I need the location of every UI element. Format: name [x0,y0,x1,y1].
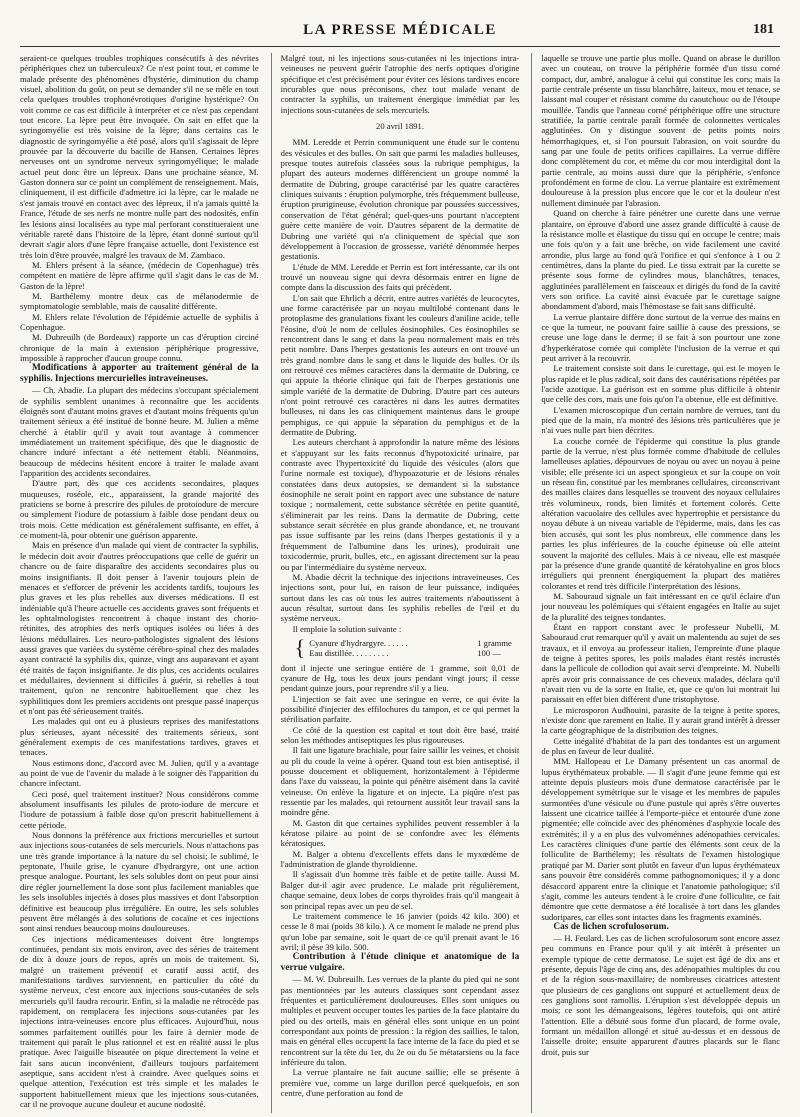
paragraph: M. Sabouraud signale un fait intéressant en ce qu'il éclaire d'un jour nouveau les polémiques qui s'étaient engagées en Italie au sujet de la pluralité des teignes tondantes. [541,590,780,622]
ingredient-name: Cyanure d'hydrargyre. . . . . . [309,637,408,648]
paragraph: Nous estimons donc, d'accord avec M. Julien, qu'il y a avantage au point de vue de l'avenir du malade à le soigner dès l'apparition du chancre infectant. [20,757,259,789]
paragraph: Le microsporon Audhouini, parasite de la teigne à petite spores, n'existe donc que rarement en Italie. Il y aurait grand intérêt à dresser la carte géographique de la distribution des teignes. [541,704,780,736]
paragraph: Malgré tout, ni les injections sous-cutanées ni les injections intra-veineuses ne peuvent guérir l'atrophie des nerfs optiques d'origine spécifique et c'est précisément pour éviter ces lésions tardives encore incurables que nous préconisons, chez tout malade venant de contracter la syphilis, un traitement énergique immédiat par les injections sous-cutanées de sels mercuriels. [280,53,520,115]
paragraph: Nous donnons la préférence aux frictions mercurielles et surtout aux injections sous-cutanées de sels mercuriels. Nous n'attachons pas une très grande importance à la nature du sel choisi; le sublimé, le peptonate, l'huile grise, le cyanure d'hydrargyre, ont une action presque analogue. Pourtant, les sels solubles dont on peut pour ainsi dire régler journellement la dose sont plus facilement maniables que les sels insolubles injectés à doses plus massives et dont l'absorption définitive est beaucoup plus irrégulière. En outre, les sels solubles peuvent être mélangés à des solutions de cocaïne et ces injections sont ainsi rendues beaucoup moins douloureuses. [20,830,259,934]
paragraph: Le traitement commence le 16 janvier (poids 42 kilo. 300) et cesse le 8 mai (poids 38 kilo.). A ce moment le malade ne prend plus qu'un lobe par semaine, soit le quart de ce qu'il prenait avant le 16 avril; il pèse 39 kilo. 500. [280,910,520,952]
paragraph: MM. Hallopeau et Le Damany présentent un cas anormal de lupus érythémateux probable. — Il s'agit d'une jeune femme qui est atteinte depuis plusieurs mois d'une dermatose caractérisée par le développement symétrique sur le visage et les membres de papules surmontées d'une vésicule ou d'une pustule qui après s'être ouvertes laissent une cicatrice taillée à l'emporte-pièce et entourée d'une zone pigmentée; elle coïncide avec des phénomènes d'asphyxie locale des extrémités; il y a en plus des vulvoménnes adénopathies cervicales. Les caractères cliniques d'une partie des éléments sont ceux de la folliculite de Barthélemy; les résultats de l'examen histologique pratiqué par M. Darier sont plutôt en faveur d'un lupus érythémateux sans pouvoir être considérés comme pathognomoniques; il y a donc désaccord apparent entre la clinique et l'anatomie pathologique; s'il s'agit, comme les auteurs tendent à le croire d'une folliculite, ce fait démontre que cette dermatose a été localisée à tort dans les glandes sudoripares, car elles sont intactes dans les fragments examinés. [541,756,780,922]
paragraph: — Ch. Abadie. La plupart des médecins s'occupant spécialement de syphilis semblent unanimes à reconnaître que les accidents éloignés sont d'autant moins graves et d'autant moins fréquents qu'un traitement sérieux a été institué de bonne heure. M. Julien a même cherché à établir qu'il y avait tout avantage à commencer immédiatement un traitement spécifique, dès que le diagnostic de chancre induré infectant a été nettement établi. Néanmoins, beaucoup de médecins hésitent encore à traiter le malade avant l'apparition des accidents secondaires. [20,385,259,479]
paragraph: Mais en présence d'un malade qui vient de contracter la syphilis, le médecin doit avoir d'autres préoccupations que celle de guérir un chancre ou de faire disparaître des accidents secondaires plus ou moins insignifiants. Il doit penser à l'avenir toujours plein de menaces et s'efforcer de prévenir les accidents tardifs, toujours les plus graves et les plus rebelles aux diverses médications. Il est indéniable qu'à l'heure actuelle ces accidents graves sont fréquents et les ophtalmologistes rencontrent à chaque instant des chorio-rétinites, des atrophies des nerfs optiques isolées ou liées à des lésions médullaires. Les neuro-pathologistes signalent des lésions aussi graves que variées du système cérébro-spinal chez des malades ayant contracté la syphilis dix, quinze, vingt ans auparavant et ayant été traités de façon insignifiante. Je dis plus, ces accidents oculaires et médullaires, deviennent si difficiles à guérir, si rebelles à tout traitement, qu'on ne rencontre habituellement que chez les syphilitiques dont les premiers accidents ont presque passé inaperçus et n'ont pas été sérieusement traités. [20,540,259,716]
paragraph: Étant en rapport constant avec le professeur Nubelli, M. Sabouraud crut remarquer qu'il y avait un malentendu au sujet de ses travaux, et il envoya au professeur italien, l'empreinte d'une plaque de teigne à petites spores, les poils malades étant restés incrustés dans la pellicule de collodion qui avait servi d'empreinte. M. Nubelli après avoir pris connaissance de ces cheveux malades, déclara qu'il n'avait rien vu de la sorte en Italie, et, que ce qu'on lui montrait lui paraissait en effet bien différent d'une tristophytose. [541,621,780,705]
page-header [20,16,780,42]
paragraph: M. Gaston dit que certaines syphilides peuvent ressembler à la kératose pilaire au point de se confondre avec les éléments kératosiques. [280,817,520,849]
paragraph: Il s'agissait d'un homme très faible et de petite taille. Aussi M. Balger dut-il agir avec prudence. Le malade prit régulièrement, chaque semaine, deux lobes de corps thyroïdes frais qu'il mangeait à son principal repas avec un peu de sel. [280,869,520,911]
paragraph: — H. Feulard. Les cas de lichen scrofulosorum sont encore assez peu communs en France pour qu'il y ait intérêt à présenter un exemple typique de cette dermatose. Le sujet est âgé de dix ans et présente, depuis l'âge de cinq ans, des adénopathies multiples du cou et de la région sous-maxillaire; de nombreuses cicatrices attestent que plusieurs de ces ganglions ont suppuré et actuellement deux de ces ganglions sont ramollis. L'éruption s'est développée depuis un mois; ce sont les démangeaisons, légères toutefois, qui ont attiré l'attention. Elle a débuté sous forme d'un placard, de forme ovale, formant un médaillon allongé et situé au-dessus et en dessous de l'aisselle droite; ensuite apparurent d'autres placards sur le flanc droit, puis sur [541,932,780,1057]
paragraph: La verrue plantaire diffère donc surtout de la verrue des mains en ce que la tumeur, ne pouvant faire saillie à cause des pressions, se creuse une loge dans le derme; il se fait à son pourtour une zone d'hyperkératose cornée qui complète l'inclusion de la verrue et qui peut arriver à la recouvrir. [541,311,780,363]
column-middle [271,53,520,1113]
column-left [20,53,259,1113]
paragraph: Il fait une ligature brachiale, pour faire saillir les veines, et choisit au pli du coude la veine à opérer. Quand tout est bien antiseptisé, il pousse doucement et obliquement, horizontalement à l'épiderme dans l'axe du vaisseau, la pointe qui pénètre aisément dans la cavité veineuse. On enlève la ligature et on injecte. La piqûre n'est pas ressentie par les malades, qui retournent aussitôt leur travail sans la moindre gêne. [280,745,520,818]
section-heading: Cas de lichen scrofulosorum. [553,921,669,932]
paragraph: Cette inégalité d'habitat de la part des tondantes est un argument de plus en faveur de leur dualité. [541,735,780,757]
ingredient-name: Eau distillée. . . . . . . . . [309,648,389,659]
paragraph: laquelle se trouve une partie plus molle. Quand on abrase le durillon avec un couteau, on trouve la périphérie formée d'un tissu corné compact, dur, ambré, analogue à celui qui constitue les cors; mais la partie centrale présente un tissu blanchâtre, laiteux, mou et tenace, se laissant mal couper et résistant comme du caoutchouc ou de l'étoupe mouillée. Tandis que l'anneau corné périphérique offre une structure stratifiée, la partie centrale paraît formée de colonnettes verticales agglutinées. On y distingue souvent de petits points noirs hémorrhagiques, et, si l'on poursuit l'abrasion, on voit sourdre du sang par une foule de petits orifices capillaires. La verrue diffère donc complètement du cor, et même du cor mou interdigital dont la partie centrale, au moins aussi dure que la périphérie, s'enfonce profondément en forme de clou. La verrue plantaire est extrêmement douloureuse à la pression plus encore que le cor et la douleur n'est nullement diminuée par l'abrasion. [541,53,780,208]
session-date: 20 avril 1891. [376,121,424,132]
paragraph: Ce côté de la question est capital et tout doit être basé, traité selon les méthodes antiseptiques les plus rigoureuses. [280,724,520,745]
paragraph: dont il injecte une seringue entière de 1 gramme, soit 0,01 de cyanure de Hg, tous les deux jours pendant vingt jours; il cesse pendant quinze jours, pour reprendre s'il y a lieu. [280,662,520,694]
prescription-formula [294,635,520,661]
formula-row [309,648,512,658]
paragraph: Quand on cherche à faire pénétrer une curette dans une verrue plantaire, on éprouve d'abord une assez grande difficulté à cause de la résistance molle et élastique du tissu qui en occupe le centre; mais une fois qu'on y a fait une brèche, on vide facilement une cavité arrondie, plus large au fond qu'à l'orifice et qui s'enfonce à 1 ou 2 centimètres, dans la plante du pied. Le tissu extrait par la curette se présente sous forme de cylindres mous, blanchâtres, tenaces, agglutinées parallèlement en faisceaux et dirigés du fond de la cavité vers son orifice. La cavité ainsi évacuée par le curettage saigne abondamment d'abord, mais l'hémostase se fait sans difficulté. [541,208,780,312]
brace-glyph: { [294,635,306,661]
paragraph: Les malades qui ont eu à plusieurs reprises des manifestations plus sérieuses, ayant nécessité des traitements sérieux, sont généralement exempts de ces manifestations tardives, graves et tenaces. [20,716,259,758]
paragraph: M. Ehlers relate l'évolution de l'épidémie actuelle de syphilis à Copenhague. [20,311,259,332]
paragraph: Il emploie la solution suivante : [292,623,402,634]
paragraph: M. Abadie décrit la technique des injections intraveineuses. Ces injections sont, pour lui, en raison de leur puissance, indiquées surtout dans les cas où tous les autres traitements n'aboutissent à aucun résultat, surtout dans les syphilis rebelles de l'œil et du système nerveux. [280,571,520,624]
paragraph: Les auteurs cherchant à approfondir la nature même des lésions et s'appuyant sur les faits reconnus d'hypotoxicité urinaire, par contraste avec l'hypertoxicité du liquide des vésicules (alors que l'urine normale est toxique), d'hypoazoturie et de lésions rénales constatées dans deux autopsies, se demandent si la substance éosinophile ne serait point en rapport avec une substance de nature toxique ; normalement, cette substance sécrétée en petite quantité, s'éliminerait par les reins. Dans la dermatite de Dubring, cette substance serait sécrétée en plus grande abondance, et, ne trouvant pas issue suffisante par les reins (dans l'herpes gestationis il y a fréquemment de l'albumine dans les urines), produirait une toxicodermie, prurit, bulles, etc., en agissant directement sur la peau ou par l'intermédiaire du système nerveux. [280,437,520,572]
paragraph: M. Barthélemy montre deux cas de mélanodermie de symptomatologie semblable, mais de causalité différente. [20,290,259,312]
paragraph: M. Balger a obtenu d'excellents effets dans le myxœdème de l'administration de glande thyroïdienne. [280,848,520,870]
ingredient-quantity: 1 gramme [477,637,512,648]
header-rule [20,46,780,47]
column-right [531,53,780,1113]
paragraph: — M. W. Dubreuilh. Les verrues de la plante du pied qui ne sont pas mentionnées par les auteurs classiques sont cependant assez fréquentes et particulièrement douloureuses. Elles sont uniques ou multiples et peuvent occuper toutes les parties de la face plantaire du pied ou des orteils, mais en général elles sont unique en un point correspondant aux points de pression : la région des saillies, le talon, mais en général elles occupent la face interne de la face du pied et se rencontrent sur la tête du 1er, du 2e ou du 5e métatarsiens ou la face inférieure du talon. [280,974,520,1067]
paragraph: L'on sait que Ehrlich a décrit, entre autres variétés de leucocytes, une forme caractérisée par un noyau multilobé contenant dans le protoplasme des granulations fixant les couleurs d'aniline acide, telle l'éosine, d'où le nom de cellules éosinophiles. Ces éosinophiles se rencontrent dans le sang et dans la peau normalement mais en très petit nombre. Dans l'herpes gestationis les auteurs en ont trouvé un très grand nombre dans le sang et dans le liquide des bulles. Or ils ont retrouvé ces mêmes caractères dans la dermatite de Dubring, ce qui appuie la théorie clinique qui fait de l'herpes gestationis une simple variété de la dermatite de Dubring. D'autre part ces auteurs n'ont point retrouvé ces caractères ni dans les autres dermatites bulleuses, ni dans les cas cliniquement maintenus dans le groupe pemphigus, ce qui appuie la séparation du pemphigus et de la dermatite de Dubring. [280,292,520,438]
paragraph: Ceci posé, quel traitement instituer? Nous considérons comme absolument insuffisants les pilules de proto-iodure de mercure et l'iodure de potassium à faible dose qu'on prescrit habituellement à cette période. [20,788,259,830]
paragraph: L'injection se fait avec une seringue en verre, ce qui évite la possibilité d'injecter des effilochures du tampon, et ce qui permet la stérilisation parfaite. [280,693,520,725]
journal-title: LA PRESSE MÉDICALE [303,22,497,38]
text-columns [20,53,780,1113]
paragraph: M. Dubreuilh (de Bordeaux) rapporte un cas d'éruption circiné chronique de la main à extension périphérique progressive, impossible à rapprocher d'aucun groupe connu. [20,332,259,363]
paragraph: La verrue plantaire ne fait aucune saillie; elle se présente à première vue, comme un large durillon percé quelquefois, en son centre, d'une perforation au fond de [280,1067,520,1098]
paragraph: La couche cornée de l'épiderme qui constitue la plus grande partie de la verrue, n'est plus formée comme d'habitude de cellules lamelleuses aplaties, dépourvues de noyau ou avec un noyau à peine visible; elle présente ici un aspect spongieux et sur la coupe on voit un réseau fin, constitué par les membranes cellulaires, circonscrivant des mailles claires dans lesquelles se trouvent des noyaux cellulaires très volumineux, ronds, bien limités et fortement colorés. Cette altération vacuolaire des cellules avec hypertrophie et persistance du noyau débute à un niveau variable de l'épiderme, mais, dans les cas bien accusés, qui sont les plus nombreux, elle commence dans les parties les plus inférieures de la couche épineuse où elle atteint souvent la majorité des cellules. Mais à ce niveau, elle est masquée par la présence d'une grande quantité de kératohyaline en gros blocs irréguliers qui prennent énergiquement la plupart des matières colorantes et rend très difficile l'interprétation des lésions. [541,435,780,591]
section-heading: Modifications à apporter au traitement général de la syphilis. Injections mercurielles intraveineuses. [20,363,259,385]
paragraph: seraient-ce quelques troubles trophiques consécutifs à des névrites périphériques chez un tuberculeux? Ce n'est point tout, et comme le malade présente des phénomènes d'hystérie, diminution du champ visuel, abolition du goût, on peut se demander s'il ne se mêle en tout cela quelques troubles trophonévrotiques d'origine hystérique? On voit comme ce cas est difficile à interpréter et ce n'est pas cependant tout encore. La lèpre peut être invoquée. On sait en effet que la syringomyélie est très voisine de la lèpre; dans certains cas le diagnostic de syringomyélie a été posé, alors qu'il s'agissait de lèpre prouvée par la découverte du bacille de Hansen. Certaines lèpres nerveuses ont un syndrome nerveux syringomyélique; le malade actuel peut donc être un lépreux. Dans une prochaine séance, M. Gaston donnera sur ce point un complément de renseignement. Mais, cliniquement, il est difficile d'admettre ici la lèpre, car le malade ne s'est jamais trouvé en contact avec des lépreux, il n'a jamais quitté la France, l'étude de ses nerfs ne montre nulle part des nodosités, enfin les lésions ainsi localisées au type mal perforant constitueraient une véritable rareté dans l'histoire de la lèpre, étant donné surtout qu'il devrait s'agir alors d'une lèpre française actuelle, dont l'existence est très loin d'être prouvée, malgré les travaux de M. Zambaco. [20,53,259,260]
paragraph: Ces injections médicamenteuses doivent être longtemps continuées, pendant six mois environ, avec des séries de traitement de dix à douze jours de repos, après un mois de traitement. Si, malgré un traitement préventif et curatif aussi actif, des manifestations tardives surviennent, en particulier du côté du système nerveux, c'est encore aux injections sous-cutanées de sels mercuriels qu'il faudra recourir. Enfin, si la maladie ne rétrocède pas rapidement, on remplacera les injections sous-cutanées par les injections intra-veineuses encore plus efficaces. Aujourd'hui, nous sommes parfaitement outillés pour les faire à dernier mode de traitement qui paraît le plus rationnel et est en réalité aussi le plus pratique. Avec l'aiguille biseautée on pique directement la veine et fait sans aucun inconvénient, d'ailleurs toujours parfaitement aseptique, sans accident n'est à craindre. Avec quelques soins et quelque attention, l'exécution est très simple et les malades le supportent habituellement mieux que les injections sous-cutanées, car il ne provoque aucune douleur et aucune nodosité. [20,933,259,1110]
formula-row [309,638,512,648]
paragraph: D'autre part, dès que ces accidents secondaires, plaques muqueuses, roséole, etc., apparaissent, la grande majorité des praticiens se borne à prescrire des pilules de protoiodure de mercure ou simplement l'iodure de potassium à faible dose pendant deux ou trois mois. Cette médication est généralement suffisante, en effet, à ce moment-là, pour obtenir une guérison apparente. [20,478,259,541]
paragraph: MM. Leredde et Perrin communiquent une étude sur le contenu des vésicules et des bulles. On sait que parmi les maladies bulleuses, presque toutes autrefois classées sous la rubrique pemphigus, la plupart des auteurs modernes différencient un groupe nommé la dermatite de Dubring, groupe caractérisé par les quatre caractères cliniques suivants : éruption polymorphe, très fréquemment bulleuse, éruption prurigineuse, évolution chronique par poussées successives, conservation de l'état général; quel-ques-uns pourtant n'acceptent guère cette manière de voir. D'autres séparent de la dermatite de Dubring une variété qui n'a cliniquement de spécial que son développement à l'occasion de grossesse, variété dénommée herpes gestationis. [280,137,520,262]
paragraph: M. Ehlers présent à la séance, (médecin de Copenhague) très compétent en matière de lèpre affirme qu'il s'agit dans le cas de M. Gaston de la lèpre! [20,259,259,291]
page-number: 181 [753,22,774,37]
section-heading: Contribution à l'étude clinique et anatomique de la verrue vulgaire. [280,952,520,974]
paragraph: L'étude de MM. Leredde et Perrin est fort intéressante, car ils ont trouvé un nouveau signe qui devra désormais entrer en ligne de compte dans la discussion des faits qui précèdent. [280,261,520,293]
ingredient-quantity: 100 — [477,648,501,659]
paragraph: L'examen microscopique d'un certain nombre de verrues, tant du pied que de la main, n'a montré des lésions très particulières que je n'ai vues nulle part bien décrites. [541,404,780,436]
paragraph: Le traitement consiste soit dans le curettage, qui est le moyen le plus rapide et le plus radical, soit dans des cautérisations répétées par l'acide azotique. La guérison est en somme plus difficile à obtenir que celle des cors, mais une fois qu'on l'a obtenue, elle est définitive. [541,363,780,405]
